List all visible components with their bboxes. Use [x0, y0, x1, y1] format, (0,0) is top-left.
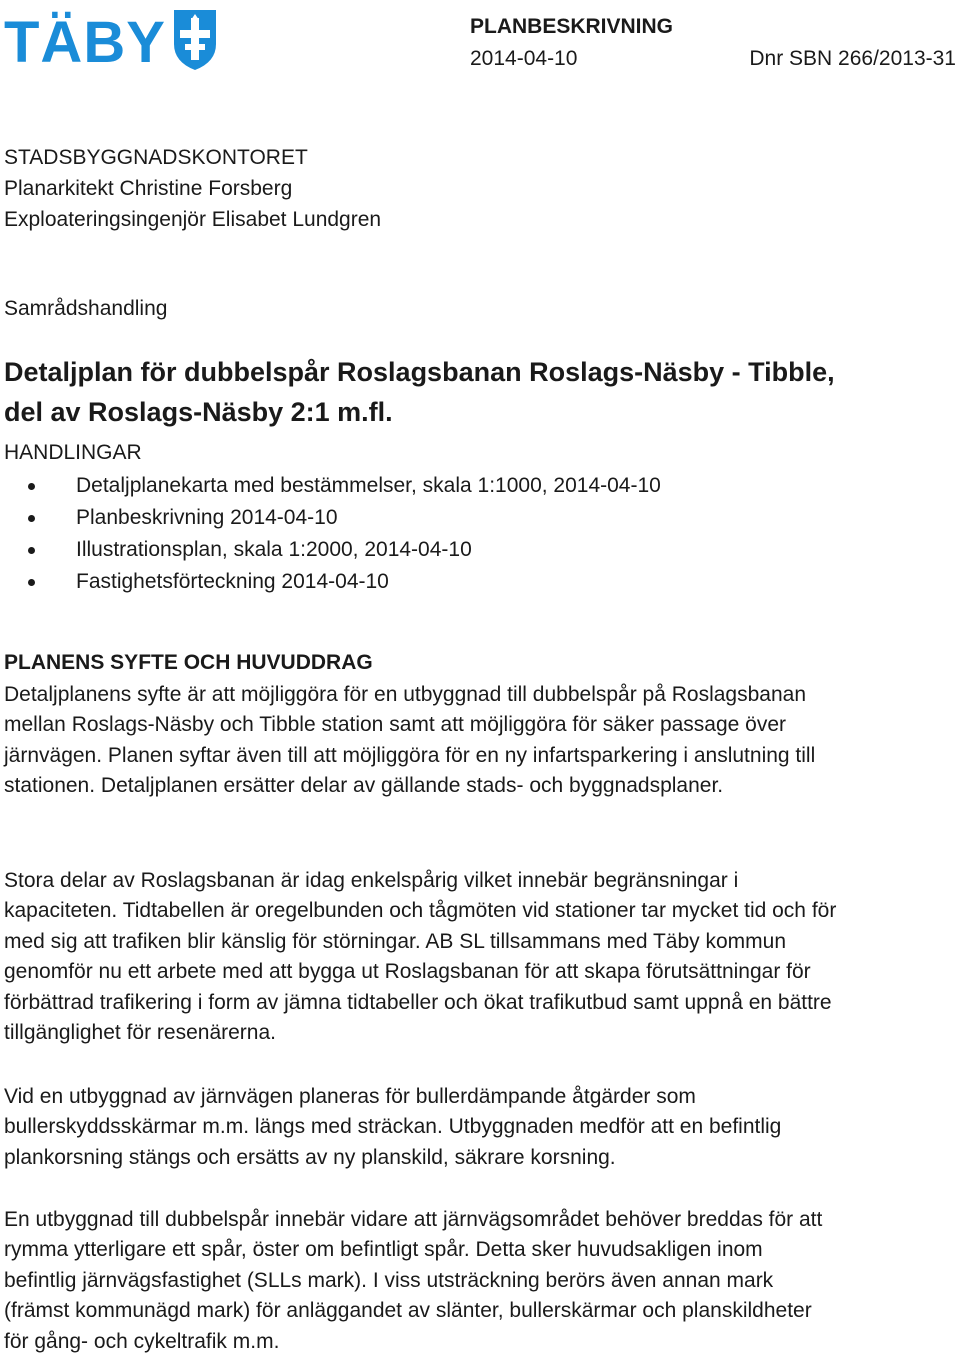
paragraph: Vid en utbyggnad av järnvägen planeras för bullerdämpande åtgärder som bullerskyddsskärmar m.m. längs med sträckan. Utbyggnaden medför att en befintlig plankorsning stängs och ersätts av ny planskild, säkrare korsning.	[4, 1085, 782, 1169]
office-contact: Exploateringsingenjör Elisabet Lundgren	[4, 208, 382, 231]
page-title: Detaljplan för dubbelspår Roslagsbanan Roslags-Näsby - Tibble, del av Roslags-Näsby 2:1 m.fl.	[4, 357, 835, 427]
paragraph: Stora delar av Roslagsbanan är idag enkelspårig vilket innebär begränsningar i kapaciteten. Tidtabellen är oregelbunden och tågmöten vid stationer tar mycket tid och för med sig att trafiken blir känslig för störningar. AB SL tillsammans med Täby kommun genomför nu ett arbete med att bygga ut Roslagsbanan för att skapa förutsättningar för förbättrad trafikering i form av jämna tidtabeller och ökat trafikutbud samt uppnå en bättre tillgänglighet för resenärerna.	[4, 869, 837, 1045]
list-item: Planbeskrivning 2014-04-10	[4, 502, 944, 534]
office-contact: Planarkitekt Christine Forsberg	[4, 177, 293, 200]
list-item: Fastighetsförteckning 2014-04-10	[4, 566, 944, 598]
office-block	[4, 142, 944, 235]
document-status: Samrådshandling	[4, 297, 168, 320]
handlingar-heading: HANDLINGAR	[4, 441, 142, 464]
header-meta-row	[470, 42, 956, 76]
handlingar-list	[4, 470, 944, 598]
document-reference: Dnr SBN 266/2013-31	[749, 47, 956, 70]
paragraph: En utbyggnad till dubbelspår innebär vidare att järnvägsområdet behöver breddas för att rymma ytterligare ett spår, öster om befintligt spår. Detta sker huvudsakligen inom befintlig järnvägsfastighet (SLLs mark). I viss utsträckning berörs även annan mark (främst kommunägd mark) för anläggandet av slänter, bullerskärmar och planskildheter för gång- och cykeltrafik m.m.	[4, 1208, 823, 1353]
office-name: STADSBYGGNADSKONTORET	[4, 146, 308, 169]
list-item: Detaljplanekarta med bestämmelser, skala 1:1000, 2014-04-10	[4, 470, 944, 502]
section-heading: PLANENS SYFTE OCH HUVUDDRAG	[4, 651, 373, 674]
document-header	[470, 12, 956, 76]
list-item: Illustrationsplan, skala 1:2000, 2014-04-10	[4, 534, 944, 566]
taby-logo	[4, 8, 218, 77]
paragraph: Detaljplanens syfte är att möjliggöra för en utbyggnad till dubbelspår på Roslagsbanan mellan Roslags-Näsby och Tibble station samt att möjliggöra för säker passage över järnvägen. Planen syftar även till att möjliggöra för en ny infartsparkering i anslutning till stationen. Detaljplanen ersätter delar av gällande stads- och byggnadsplaner.	[4, 683, 816, 798]
shield-cross-icon	[172, 8, 218, 77]
document-date: 2014-04-10	[470, 47, 578, 70]
document-type: PLANBESKRIVNING	[470, 15, 674, 38]
logo-wordmark: TÄBY	[4, 9, 166, 75]
